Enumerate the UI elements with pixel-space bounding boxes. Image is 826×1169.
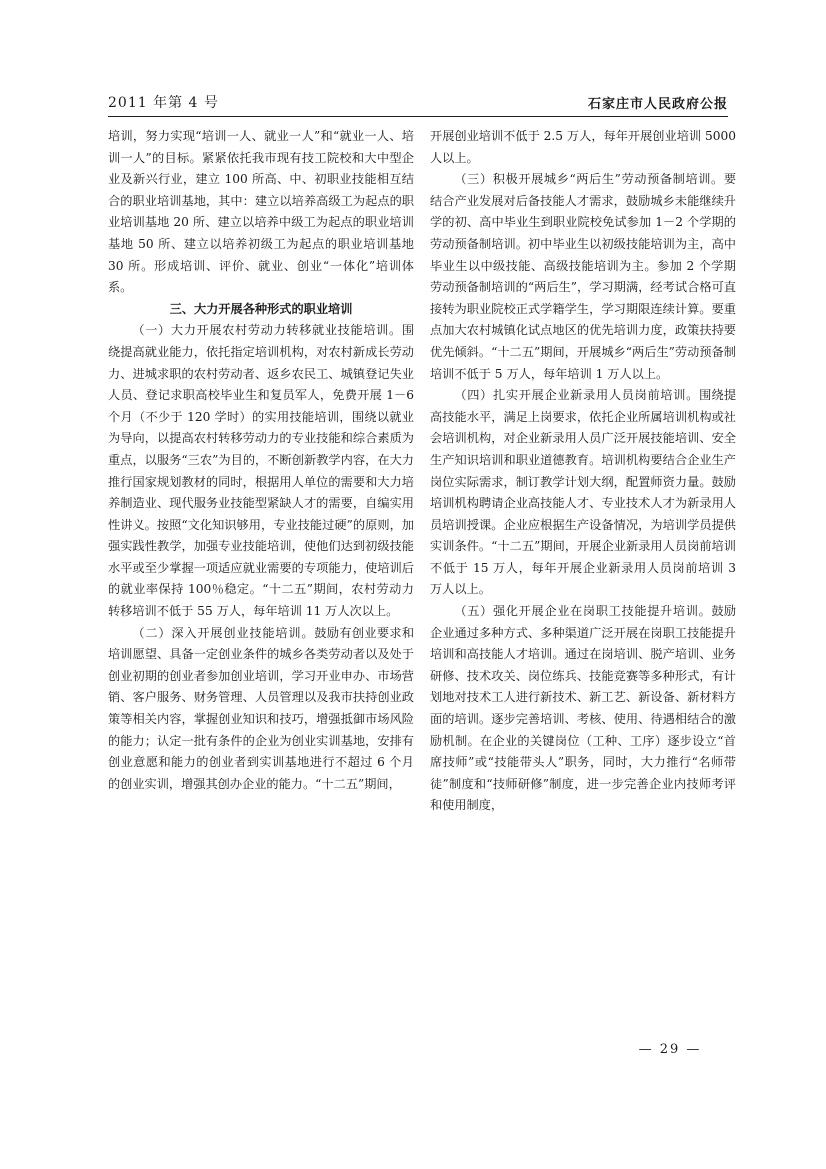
subsection-5 bbox=[430, 601, 736, 817]
subsection-1-title: （一）大力开展农村劳动力转移就业技能培训。 bbox=[132, 323, 402, 338]
page-number: — 29 — bbox=[638, 1042, 702, 1057]
publication-title: 石家庄市人民政府公报 bbox=[587, 97, 728, 112]
subsection-2 bbox=[108, 623, 414, 796]
subsection-4 bbox=[430, 385, 736, 601]
subsection-4-body: 围绕提高技能水平，满足上岗要求，依托企业所属培训机构或社会培训机构，对企业新录用人员广泛开展技能培训、安全生产知识培训和职业道德教育。培训机构要结合企业生产岗位实际需求，制订教学计划大纲，配置师资力量。鼓励培训机构聘请企业高技能人才、专业技术人才为新录用人员培训授课。企业应根据生产设备情况，为培训学员提供实训条件。“十二五”期间，开展企业新录用人员岗前培训不低于 15 万人，每年开展企业新录用人员岗前培训 3 万人以上。 bbox=[430, 388, 737, 597]
subsection-1 bbox=[108, 320, 414, 622]
issue-label: 2011 年第 4 号 bbox=[108, 95, 219, 111]
subsection-1-body: 围绕提高就业能力，依托指定培训机构，对农村新成长劳动力、进城求职的农村劳动者、返乡农民工、城镇登记失业人员、登记求职高校毕业生和复员军人，免费开展 1－6 个月（不少于 120 学时）的实用技能培训，围绕以就业为导向，以提高农村转移劳动力的专业技能和综合素质为重点，以服务“三农”为目的，不断创新教学内容，在大力推行国家规划教材的同时，根据用人单位的需要和大力培养制造业、现代服务业技能型紧缺人才的需要，自编实用性讲义。按照“文化知识够用，专业技能过硬”的原则，加强实践性教学，加强专业技能培训，使他们达到初级技能水平或至少掌握一项适应就业需要的专项能力，使培训后的就业率保持 100％稳定。“十二五”期间，农村劳动力转移培训不低于 55 万人，每年培训 11 万人次以上。 bbox=[108, 323, 414, 619]
section-heading-3: 三、大力开展各种形式的职业培训 bbox=[169, 301, 353, 316]
subsection-2-title: （二）深入开展创业技能培训。 bbox=[132, 625, 315, 640]
right-column bbox=[430, 126, 736, 817]
paragraph-continued: 培训，努力实现“培训一人、就业一人”和“就业一人、培训一人”的目标。紧紧依托我市现有技工院校和大中型企业及新兴行业，建立 100 所高、中、初职业技能相互结合的职业培训基地，其中：建立以培养高级工为起点的职业培训基地 20 所、建立以培养中级工为起点的职业培训基地 50 所、建立以培养初级工为起点的职业培训基地 30 所。形成培训、评价、就业、创业“一体化”培训体系。 bbox=[108, 129, 414, 295]
subsection-2-body: 鼓励有创业要求和培训愿望、具备一定创业条件的城乡各类劳动者以及处于创业初期的创业者参加创业培训，学习开业申办、市场营销、客户服务、财务管理、人员管理以及我市扶持创业政策等相关内容，掌握创业知识和技巧，增强抵御市场风险的能力；认定一批有条件的企业为创业实训基地，安排有创业意愿和能力的创业者到实训基地进行不超过 6 个月的创业实训，增强其创办企业的能力。“十二五”期间， bbox=[108, 625, 415, 791]
subsection-5-body: 鼓励企业通过多种方式、多种渠道广泛开展在岗职工技能提升培训和高技能人才培训。通过在岗培训、脱产培训、业务研修、技术攻关、岗位练兵、技能竞赛等多种形式，有计划地对技术工人进行新技术、新工艺、新设备、新材料方面的培训。逐步完善培训、考核、使用、待遇相结合的激励机制。在企业的关键岗位（工种、工序）逐步设立“首席技师”或“技能带头人”职务，同时，大力推行“名师带徒”制度和“技师研修”制度，进一步完善企业内技师考评和使用制度， bbox=[430, 604, 737, 813]
page-header bbox=[108, 94, 728, 117]
left-column bbox=[108, 126, 414, 795]
subsection-3-title: （三）积极开展城乡“两后生”劳动预备制培训。 bbox=[454, 172, 724, 187]
subsection-3-body: 要结合产业发展对后备技能人才需求，鼓励城乡未能继续升学的初、高中毕业生到职业院校免试参加 1－2 个学期的劳动预备制培训。初中毕业生以初级技能培训为主，高中毕业生以中级技能、高级技能培训为主。参加 2 个学期劳动预备制培训的“两后生”，学习期满，经考试合格可直接转为职业院校正式学籍学生，学习期限连续计算。要重点加大农村城镇化试点地区的优先培训力度，政策扶持要优先倾斜。“十二五”期间，开展城乡“两后生”劳动预备制培训不低于 5 万人，每年培训 1 万人以上。 bbox=[430, 172, 736, 381]
paragraph-continued-right: 开展创业培训不低于 2.5 万人，每年开展创业培训 5000 人以上。 bbox=[430, 129, 736, 165]
subsection-3 bbox=[430, 169, 736, 385]
subsection-5-title: （五）强化开展企业在岗职工技能提升培训。 bbox=[454, 604, 712, 619]
subsection-4-title: （四）扎实开展企业新录用人员岗前培训。 bbox=[454, 388, 700, 403]
